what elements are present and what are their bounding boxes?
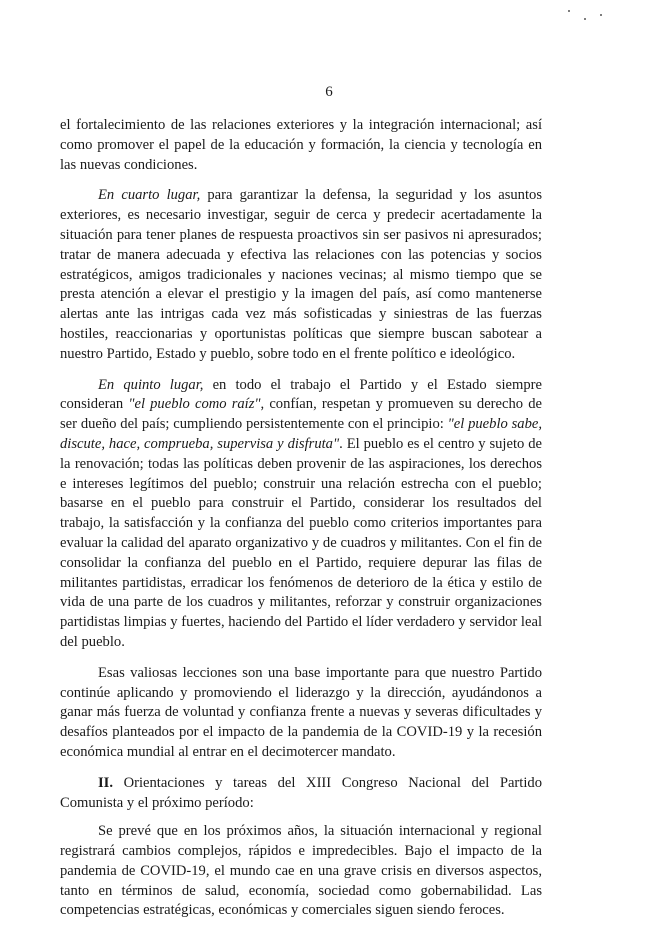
paragraph-2 [60,186,542,364]
paragraph-3 [60,376,542,653]
paragraph-3-lead: En quinto lugar, [98,376,204,393]
section-title: Orientaciones y tareas del XIII Congreso Nacional del Partido Comunista y el próximo período: [60,774,542,811]
paragraph-6: Se prevé que en los próximos años, la situación internacional y regional registrará cambios complejos, rápidos e impredecibles. Bajo el impacto de la pandemia de COVID-19, el mundo cae en una grave crisis en diversos aspectos, tanto en términos de salud, economía, sociedad como gobernabilidad. Las competencias estratégicas, económicas y comerciales siguen siendo feroces. [60,823,542,919]
paragraph-3-text-b: , confían, respetan y promueven su derecho de ser dueño del país; cumpliendo persistentemente con el principio: [60,396,542,433]
document-body [60,116,542,932]
paragraph-2-lead: En cuarto lugar, [98,187,201,204]
section-heading-ii [60,774,542,814]
section-number: II. [98,774,114,791]
paragraph-3-text-a: en todo el trabajo el Partido y el Estado siempre consideran [60,376,542,413]
page-number: 6 [325,84,333,100]
paragraph-2-text: para garantizar la defensa, la seguridad y los asuntos exteriores, es necesario investigar, seguir de cerca y predecir acertadamente la situación para tener planes de respuesta proactivos sin ser pasivos ni apresurados; tratar de manera adecuada y efectiva las relaciones con las potencias y socios estratégicos, amigos tradicionales y naciones vecinas; al mismo tiempo que se presta atención a elevar el prestigio y la imagen del país, así como mantenerse alertas ante las intrigas cada vez más sofisticadas y siniestras de las fuerzas hostiles, reaccionarias y oportunistas políticas que siempre buscan sabotear a nuestro Partido, Estado y pueblo, sobre todo en el frente político e ideológico. [60,187,542,362]
paragraph-4: Esas valiosas lecciones son una base importante para que nuestro Partido continúe aplicando y promoviendo el liderazgo y la dirección, ayudándonos a ganar más fuerza de voluntad y confianza frente a nuevas y severas dificultades y desafíos planteados por el impacto de la pandemia de la COVID-19 y la recesión económica mundial al entrar en el decimotercer mandato. [60,664,542,760]
paragraph-3-quote-1: "el pueblo como raíz" [128,396,261,413]
paragraph-3-text-c: . El pueblo es el centro y sujeto de la renovación; todas las políticas deben provenir de las aspiraciones, los derechos e intereses legítimos del pueblo; construir una relación estrecha con el pueblo; basarse en el pueblo para construir el Partido, considerar los resultados del trabajo, la satisfacción y la confianza del pueblo como criterios importantes para evaluar la calidad del aparato organizativo y de cuadros y militantes. Con el fin de consolidar la confianza del pueblo en el Partido, requiere depurar las filas de militantes partidistas, erradicar los fenómenos de deterioro de la ética y estilo de vida de una parte de los cuadros y militantes, reforzar y construir organizaciones partidistas limpias y fuertes, haciendo del Partido el líder verdadero y servidor leal del pueblo. [60,435,543,650]
paragraph-1: el fortalecimiento de las relaciones exteriores y la integración internacional; así como promover el papel de la educación y formación, la ciencia y tecnología en las nuevas condiciones. [60,117,542,173]
paragraph-3-quote-2: "el pueblo sabe, discute, hace, comprueba, supervisa y disfruta" [60,416,542,452]
scan-specks [566,8,606,24]
